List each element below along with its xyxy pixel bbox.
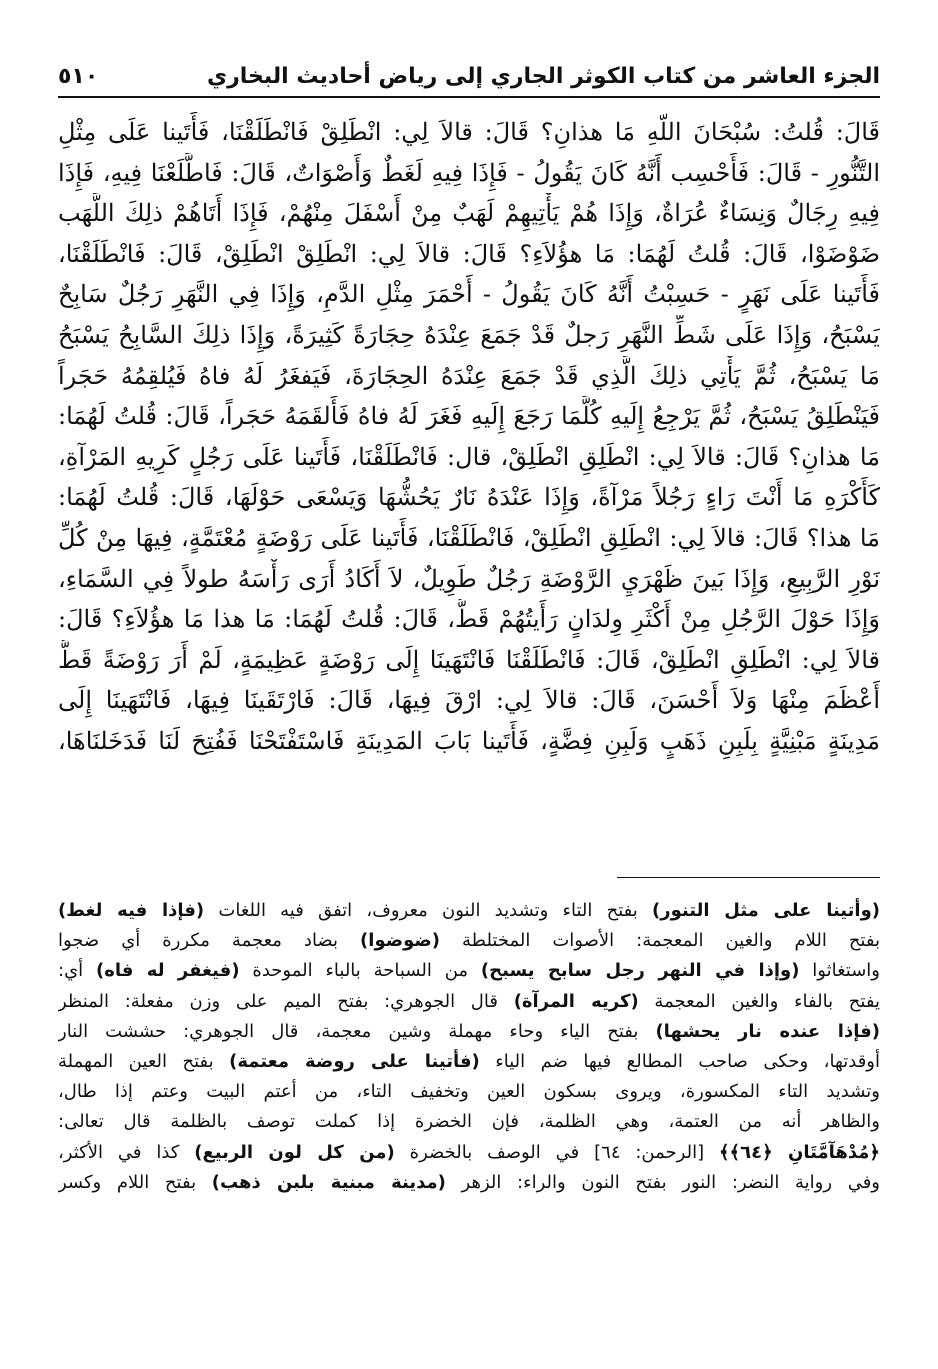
note-line [58,1107,880,1137]
note-line [58,896,880,926]
note-line [58,1047,880,1077]
commentary-notes [58,896,880,1198]
hadith-text [58,112,880,762]
note-line [58,1138,880,1168]
text-line: كَأَكْرَهِ مَا أَنْتَ رَاءٍ رَجُلاً مَرْآةً، وَإِذَا عَنْدَهُ نَارٌ يَحُشُّهَا وَيَسْعَى حَوْلَهَا، قَالَ: قُلتُ لَهُمَا: [58,483,880,512]
note-text: واستغاثوا [799,960,880,982]
text-line: أَعْظَمَ مِنْهَا وَلاَ أَحْسَنَ، قَالَ: قالاَ لِي: ارْقَ فِيهَا، قَالَ: فَارْتَقَينَا فِيهَا، فَانْتَهَينَا إِلَى [58,686,880,715]
note-text: يفتح بالفاء والغين المعجمة [638,990,880,1012]
text-line: مَا هذا؟ قَالَ: قالاَ لِي: انْطَلِقِ انْطَلِقْ، فَانْطَلَقْنَا، فَأَتَينا عَلَى رَوْضَةٍ مُعْتَمَّةٍ، فِيهَا مِنْ كُلِّ [58,523,880,552]
note-line [58,1168,880,1198]
quoted-phrase: (وأتينا على مثل التنور) [652,900,880,921]
text-line: نَوْرِ الرَّبِيعِ، وَإِذَا بَينَ ظَهْرَيِ الرَّوْضَةِ رَجُلٌ طَوِيلٌ، لاَ أَكَادُ أَرَى رَأْسَهُ طولاً فِي السَّمَاءِ، [58,564,880,593]
note-text: بضاد معجمة مكررة أي ضجوا [58,930,361,952]
note-line [58,987,880,1017]
running-header [58,56,880,96]
note-text: أوقدتها، وحكى صاحب المطالع فيها ضم الياء [479,1050,880,1072]
quoted-phrase: (من كل لون الربيع) [194,1141,395,1163]
text-line: يَسْبَحُ، وَإِذَا عَلَى شَطِّ النَّهَرِ رَجلٌ قَدْ جَمَعَ عِنْدَهُ حِجَارَةً كَثِيرَةً، وَإِذَا ذلِكَ السَّابِحُ يَسْبَحُ [58,320,880,349]
note-text: من السباحة بالباء الموحدة [239,960,481,982]
note-text: وتشديد التاء المكسورة، ويروى بسكون العين وتخفيف التاء، من أعتم البيت وعتم إذا طال، [58,1081,880,1103]
quoted-phrase: (ضوضوا) [360,930,441,952]
footnote-separator [617,877,880,878]
note-line [58,956,880,986]
quoted-phrase: (مدينة مبنية بلبن ذهب) [211,1171,446,1193]
quoted-phrase: (فإذا فيه لغط) [58,900,205,921]
running-title: الجزء العاشر من كتاب الكوثر الجاري إلى رياض أحاديث البخاري [206,63,880,89]
text-line: فِيهِ رِجَالٌ وَنِسَاءٌ عُرَاةٌ، وَإِذَا هُمْ يَأْتِيهِمْ لَهَبٌ مِنْ أَسْفَلَ مِنْهُمْ، فَإِذَا أَتَاهُمْ ذلِكَ اللَّهَب [58,199,880,228]
note-text: بفتح اللام والغين المعجمة: الأصوات المختلطة [440,930,880,952]
note-text: [الرحمن: ٦٤] في الوصف بالخضرة [394,1141,719,1163]
note-text: والظاهر أنه من العتمة، وهي الظلمة، فإن الخضرة إذا كملت توصف بالظلمة قال تعالى: [58,1111,880,1133]
quoted-phrase: (فإذا عنده نار يحشها) [655,1020,880,1042]
text-line: التَّنُّورِ - قَالَ: فَأَحْسِب أَنَّهُ كَانَ يَقُولُ - فَإِذَا فِيهِ لَغَطٌ وَأَصْوَاتٌ، قَالَ: فَاطَّلَعْنَا فِيهِ، فَإِذَا [58,158,880,187]
note-text: بفتح العين المهملة [58,1050,230,1072]
quoted-phrase: (فأتينا على روضة معتمة) [229,1050,480,1072]
note-text: قال الجوهري: بفتح الميم على وزن مفعلة: المنظر [58,990,514,1012]
text-line: مَا يَسْبَحُ، ثُمَّ يَأْتِي ذلِكَ الَّذِي قَدْ جَمَعَ عِنْدَهُ الحِجَارَةَ، فَيَفغَرُ لَهُ فاهُ فَيُلقِمُهُ حَجَراً [58,361,880,390]
text-line: فَأَتَينا عَلَى نَهَرٍ - حَسِبْتُ أَنَّهُ كَانَ يَقُولُ - أَحْمَرَ مِثْلِ الدَّمِ، وَإِذَا فِي النَّهَرِ رَجُلٌ سَابِحٌ [58,280,880,309]
text-line: مَدِينَةٍ مَبْنِيَّةٍ بِلَبِنِ ذَهَبٍ وَلَبِنِ فِضَّةٍ، فَأَتَينا بَابَ المَدِينَةِ فَاسْتَفْتَحْنَا فَفُتِحَ لَنَا فَدَخَلنَاهَا، [58,726,880,755]
quoted-phrase: (فيغفر له فاه) [96,960,240,982]
text-line: قالاَ لِي: انْطَلِقِ انْطَلِقْ، قَالَ: فَانْطَلَقْنَا فَانْتَهَينَا إِلَى رَوْضَةٍ عَظِيمَةٍ، لَمْ أَرَ رَوْضَةً قَطُّ [58,645,880,674]
note-text: أي: [58,960,97,982]
page-number: ٥١٠ [58,63,99,89]
text-line: ضَوْضَوْا، قَالَ: قُلتُ لَهُمَا: مَا هؤُلاَءِ؟ قَالَ: قالاَ لِي: انْطَلِقْ انْطَلِقْ، قَالَ: فَانْطَلَقْنَا، [58,239,880,268]
note-text: بفتح الياء وحاء مهملة وشين معجمة، قال الجوهري: حششت النار [58,1020,656,1042]
note-text: بفتح اللام وكسر [58,1171,212,1193]
quoted-phrase: (كريه المرآة) [513,990,639,1012]
note-line [58,1017,880,1047]
note-line [58,1077,880,1107]
header-rule [58,96,880,98]
text-line: فَيَنْطَلِقُ يَسْبَحُ، ثُمَّ يَرْجِعُ إِلَيهِ كُلَّمَا رَجَعَ إِلَيهِ فَغَرَ لَهُ فاهُ فَأَلقَمَهُ حَجَراً، قَالَ: قُلتُ لَهُمَا: [58,402,880,431]
note-line [58,926,880,956]
text-line: قَالَ: قُلتُ: سُبْحَانَ اللّهِ مَا هذانِ؟ قَالَ: قالاَ لِي: انْطَلِقْ فَانْطَلَقْنَا، فَأَتَينا عَلَى مِثْلِ [58,118,880,146]
note-text: وفي رواية النضر: النور بفتح النون والراء: الزهر [445,1171,880,1193]
text-line: وَإِذَا حَوْلَ الرَّجُلِ مِنْ أَكْثَرِ وِلدَانٍ رَأَيتُهُمْ قَطُّ، قَالَ: قُلتُ لَهُمَا: مَا هذا مَا هؤُلاَءِ؟ قَالَ: [58,605,880,634]
text-line: مَا هذانِ؟ قَالَ: قالاَ لِي: انْطَلِقِ انْطَلِقْ، قال: فَانْطَلَقْنَا، فَأَتَينا عَلَى رَجُلٍ كَرِيهِ المَرْآةِ، [58,442,880,471]
quoted-phrase: (وإذا في النهر رجل سابح يسبح) [480,960,800,982]
note-text: بفتح التاء وتشديد النون معروف، اتفق فيه اللغات [204,900,653,921]
quoted-phrase: ﴿مُدْهَآمَّتَانِ ﴿٦٤﴾﴾ [718,1141,880,1163]
note-text: كذا في الأكثر، [58,1141,195,1163]
